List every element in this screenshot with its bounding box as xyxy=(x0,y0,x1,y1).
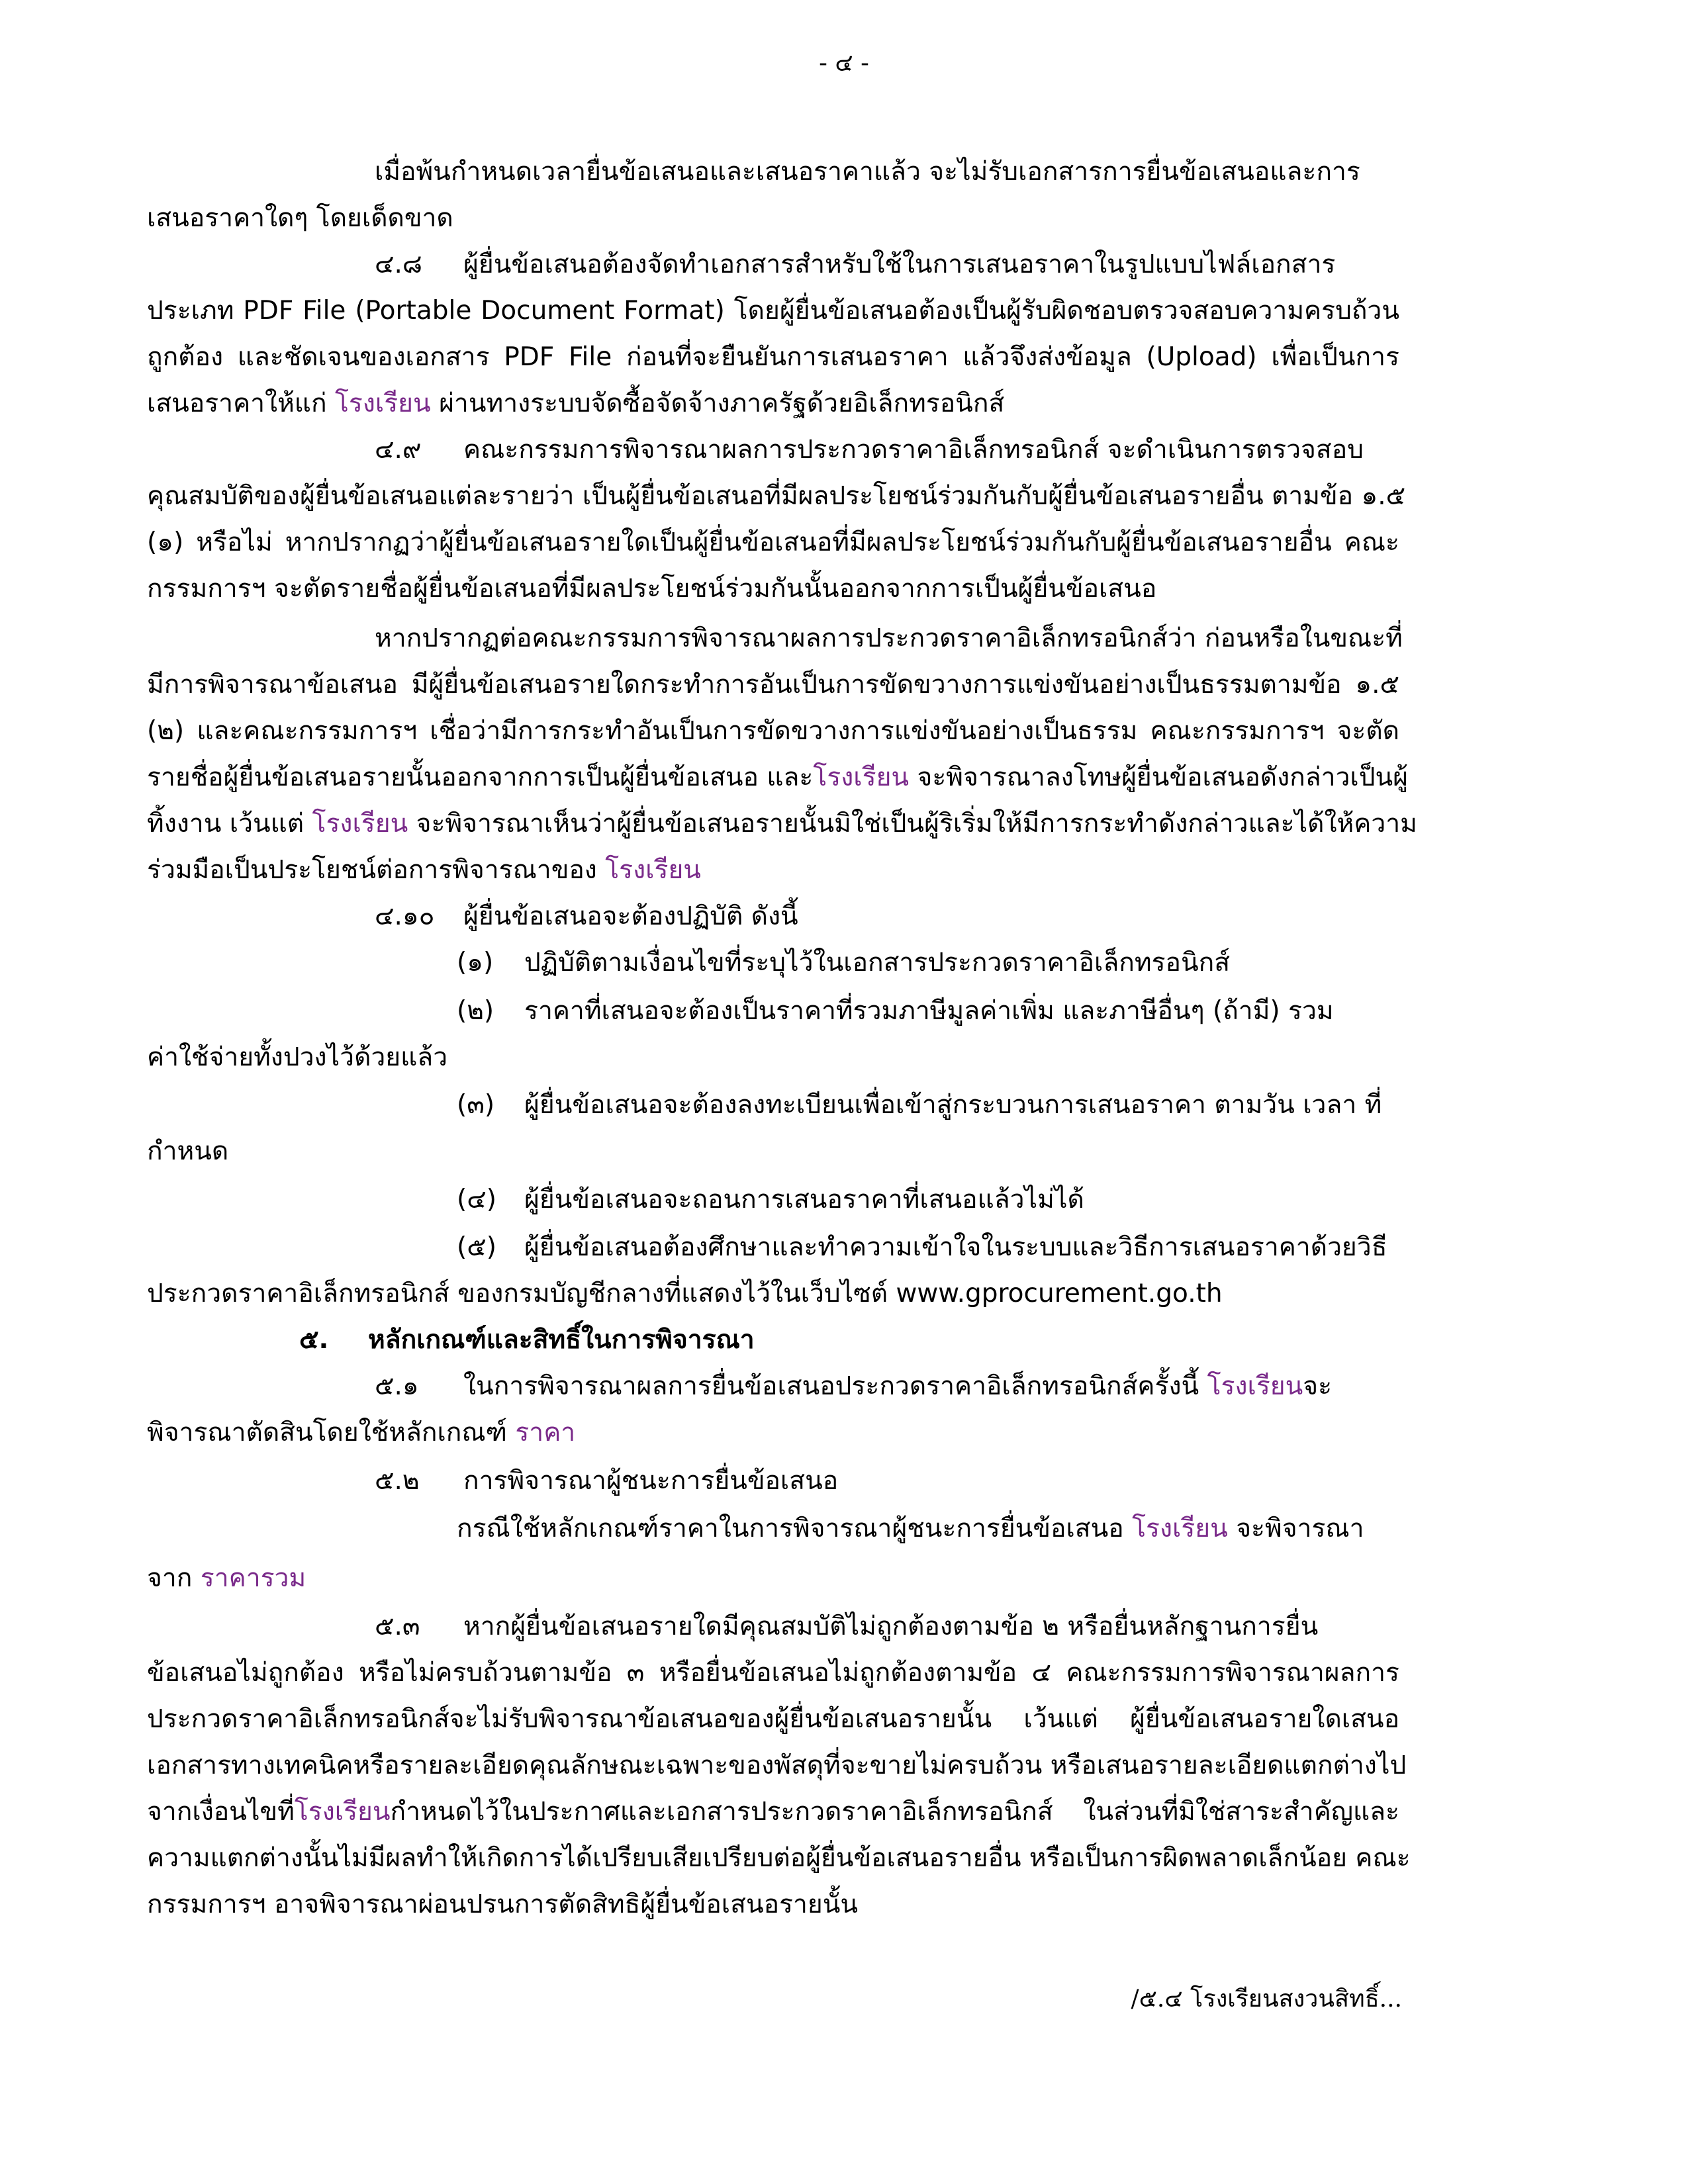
section-5-3-line-3: ประกวดราคาอิเล็กทรอนิกส์จะไม่รับพิจารณาข้อเสนอของผู้ยื่นข้อเสนอรายนั้น เว้นแต่ ผู้ยื่นข้อเสนอรายใดเสนอ xyxy=(147,1704,1399,1734)
school-link: โรงเรียน xyxy=(1132,1514,1228,1543)
section-5-number: ๕. xyxy=(299,1325,329,1355)
criteria-total-price: ราคารวม xyxy=(200,1563,306,1593)
item-5-line-1: ผู้ยื่นข้อเสนอต้องศึกษาและทำความเข้าใจในระบบและวิธีการเสนอราคาด้วยวิธี xyxy=(524,1232,1387,1262)
section-4-8-line-3: ถูกต้อง และชัดเจนของเอกสาร PDF File ก่อนที่จะยืนยันการเสนอราคา แล้วจึงส่งข้อมูล (Upload) เพื่อเป็นการ xyxy=(147,342,1399,372)
item-2-line-2: ค่าใช้จ่ายทั้งปวงไว้ด้วยแล้ว xyxy=(147,1042,448,1072)
school-link: โรงเรียน xyxy=(813,762,910,792)
section-5-3-line-5: จากเงื่อนไขที่โรงเรียนกำหนดไว้ในประกาศและเอกสารประกวดราคาอิเล็กทรอนิกส์ ในส่วนที่มิใช่สาระสำคัญและ xyxy=(147,1797,1399,1827)
section-5-1-line-1: ในการพิจารณาผลการยื่นข้อเสนอประกวดราคาอิเล็กทรอนิกส์ครั้งนี้ โรงเรียนจะ xyxy=(463,1371,1333,1401)
section-5-3-line-4: เอกสารทางเทคนิคหรือรายละเอียดคุณลักษณะเฉพาะของพัสดุที่จะขายไม่ครบถ้วน หรือเสนอรายละเอียดแตกต่างไป xyxy=(147,1751,1407,1780)
section-4-9-line-1: คณะกรรมการพิจารณาผลการประกวดราคาอิเล็กทรอนิกส์ จะดำเนินการตรวจสอบ xyxy=(463,435,1364,465)
page-number: - ๔ - xyxy=(818,50,870,77)
item-3-line-1: ผู้ยื่นข้อเสนอจะต้องลงทะเบียนเพื่อเข้าสู่กระบวนการเสนอราคา ตามวัน เวลา ที่ xyxy=(524,1090,1382,1120)
section-4-8-line-1: ผู้ยื่นข้อเสนอต้องจัดทำเอกสารสำหรับใช้ในการเสนอราคาในรูปแบบไฟล์เอกสาร xyxy=(463,250,1336,279)
collusion-line-4: รายชื่อผู้ยื่นข้อเสนอรายนั้นออกจากการเป็นผู้ยื่นข้อเสนอ และโรงเรียน จะพิจารณาลงโทษผู้ยื่นข้อเสนอดังกล่าวเป็นผู้ xyxy=(147,762,1409,792)
section-5-1-number: ๕.๑ xyxy=(375,1371,419,1401)
collusion-line-2: มีการพิจารณาข้อเสนอ มีผู้ยื่นข้อเสนอรายใดกระทำการอันเป็นการขัดขวางการแข่งขันอย่างเป็นธรรมตามข้อ ๑.๕ xyxy=(147,670,1399,700)
section-4-8-line-2: ประเภท PDF File (Portable Document Format) โดยผู้ยื่นข้อเสนอต้องเป็นผู้รับผิดชอบตรวจสอบความครบถ้วน xyxy=(147,296,1399,326)
section-5-2-line-1: กรณีใช้หลักเกณฑ์ราคาในการพิจารณาผู้ชนะการยื่นข้อเสนอ โรงเรียน จะพิจารณา xyxy=(457,1514,1364,1543)
collusion-line-3: (๒) และคณะกรรมการฯ เชื่อว่ามีการกระทำอันเป็นการขัดขวางการแข่งขันอย่างเป็นธรรม คณะกรรมการฯ จะตัด xyxy=(147,716,1399,746)
item-5-line-2: ประกวดราคาอิเล็กทรอนิกส์ ของกรมบัญชีกลางที่แสดงไว้ในเว็บไซต์ www.gprocurement.go.th xyxy=(147,1279,1223,1308)
item-2-number: (๒) xyxy=(457,996,494,1026)
item-3-number: (๓) xyxy=(457,1090,495,1120)
school-link: โรงเรียน xyxy=(1207,1371,1303,1401)
section-5-3-number: ๕.๓ xyxy=(375,1612,420,1641)
item-5-number: (๕) xyxy=(457,1232,496,1262)
section-4-8-line-4: เสนอราคาให้แก่ โรงเรียน ผ่านทางระบบจัดซื้อจัดจ้างภาครัฐด้วยอิเล็กทรอนิกส์ xyxy=(147,388,1005,418)
section-5-3-line-6: ความแตกต่างนั้นไม่มีผลทำให้เกิดการได้เปรียบเสียเปรียบต่อผู้ยื่นข้อเสนอรายอื่น หรือเป็นการผิดพลาดเล็กน้อย คณะ xyxy=(147,1843,1411,1873)
footer-continuation: /๕.๔ โรงเรียนสงวนสิทธิ์... xyxy=(1131,1985,1402,2013)
section-4-10-number: ๔.๑๐ xyxy=(375,901,435,931)
collusion-line-5: ทิ้งงาน เว้นแต่ โรงเรียน จะพิจารณาเห็นว่าผู้ยื่นข้อเสนอรายนั้นมิใช่เป็นผู้ริเริ่มให้มีการกระทำดังกล่าวและได้ให้ความ xyxy=(147,809,1417,839)
item-1-number: (๑) xyxy=(457,948,494,978)
school-link: โรงเรียน xyxy=(294,1797,391,1827)
item-1-text: ปฏิบัติตามเงื่อนไขที่ระบุไว้ในเอกสารประกวดราคาอิเล็กทรอนิกส์ xyxy=(524,948,1231,978)
section-5-1-line-2: พิจารณาตัดสินโดยใช้หลักเกณฑ์ ราคา xyxy=(147,1418,576,1447)
item-3-line-2: กำหนด xyxy=(147,1136,229,1166)
school-link: โรงเรียน xyxy=(334,388,431,418)
section-4-8-number: ๔.๘ xyxy=(375,250,423,279)
deadline-line-1: เมื่อพ้นกำหนดเวลายื่นข้อเสนอและเสนอราคาแล้ว จะไม่รับเอกสารการยื่นข้อเสนอและการ xyxy=(375,157,1360,187)
section-5-2-line-2: จาก ราคารวม xyxy=(147,1563,306,1593)
collusion-line-1: หากปรากฏต่อคณะกรรมการพิจารณาผลการประกวดราคาอิเล็กทรอนิกส์ว่า ก่อนหรือในขณะที่ xyxy=(375,623,1403,653)
deadline-line-2: เสนอราคาใดๆ โดยเด็ดขาด xyxy=(147,203,453,233)
section-4-9-number: ๔.๙ xyxy=(375,435,422,465)
section-4-9-line-2: คุณสมบัติของผู้ยื่นข้อเสนอแต่ละรายว่า เป็นผู้ยื่นข้อเสนอที่มีผลประโยชน์ร่วมกันกับผู้ยื่นข้อเสนอรายอื่น ตามข้อ ๑.๕ xyxy=(147,481,1406,511)
item-4-number: (๔) xyxy=(457,1185,496,1214)
section-4-9-line-4: กรรมการฯ จะตัดรายชื่อผู้ยื่นข้อเสนอที่มีผลประโยชน์ร่วมกันนั้นออกจากการเป็นผู้ยื่นข้อเสนอ xyxy=(147,574,1157,604)
section-5-3-line-1: หากผู้ยื่นข้อเสนอรายใดมีคุณสมบัติไม่ถูกต้องตามข้อ ๒ หรือยื่นหลักฐานการยื่น xyxy=(463,1612,1319,1641)
collusion-line-6: ร่วมมือเป็นประโยชน์ต่อการพิจารณาของ โรงเรียน xyxy=(147,855,701,885)
section-4-9-line-3: (๑) หรือไม่ หากปรากฏว่าผู้ยื่นข้อเสนอรายใดเป็นผู้ยื่นข้อเสนอที่มีผลประโยชน์ร่วมกันกับผู้ยื่นข้อเสนอรายอื่น คณะ xyxy=(147,527,1399,557)
item-4-text: ผู้ยื่นข้อเสนอจะถอนการเสนอราคาที่เสนอแล้วไม่ได้ xyxy=(524,1185,1084,1214)
school-link: โรงเรียน xyxy=(605,855,701,885)
section-5-2-title: การพิจารณาผู้ชนะการยื่นข้อเสนอ xyxy=(463,1466,839,1496)
school-link: โรงเรียน xyxy=(312,809,408,839)
section-4-10-title: ผู้ยื่นข้อเสนอจะต้องปฏิบัติ ดังนี้ xyxy=(463,901,798,931)
section-5-3-line-2: ข้อเสนอไม่ถูกต้อง หรือไม่ครบถ้วนตามข้อ ๓ หรือยื่นข้อเสนอไม่ถูกต้องตามข้อ ๔ คณะกรรมการพิจารณาผลการ xyxy=(147,1658,1399,1688)
section-5-2-number: ๕.๒ xyxy=(375,1466,420,1496)
section-5-title: หลักเกณฑ์และสิทธิ์ในการพิจารณา xyxy=(368,1325,755,1355)
section-5-3-line-7: กรรมการฯ อาจพิจารณาผ่อนปรนการตัดสิทธิผู้ยื่นข้อเสนอรายนั้น xyxy=(147,1889,859,1919)
item-2-line-1: ราคาที่เสนอจะต้องเป็นราคาที่รวมภาษีมูลค่าเพิ่ม และภาษีอื่นๆ (ถ้ามี) รวม xyxy=(524,996,1334,1026)
criteria-price: ราคา xyxy=(515,1418,576,1447)
